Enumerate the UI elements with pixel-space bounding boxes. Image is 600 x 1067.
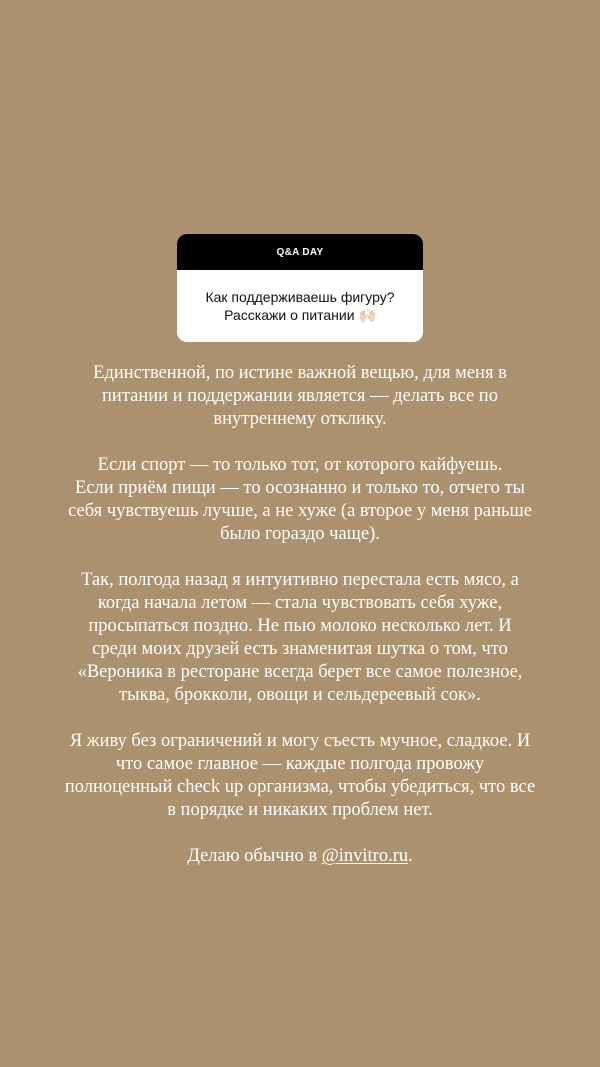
qa-sticker-header: Q&A DAY [177,234,423,270]
story-text [30,362,570,891]
text-line: Так, полгода назад я интуитивно перестала есть мясо, а [81,570,519,590]
text-line: полноценный check up организма, чтобы убедиться, что все [64,777,536,797]
qa-question-line: Как поддерживаешь фигуру? [205,289,395,305]
paragraph [30,730,570,822]
text-line: «Вероника в ресторане всегда берет все самое полезное, [77,662,523,682]
qa-question [177,270,423,342]
qa-question-text: Расскажи о питании [224,307,355,323]
qa-question-line [224,306,376,324]
qa-sticker[interactable] [177,234,423,342]
text-line: питании и поддержании является — делать все по [102,386,498,406]
text-line: было гораздо чаще). [220,524,380,544]
text-line: себя чувствуешь лучше, а не хуже (а второе у меня раньше [68,501,532,521]
paragraph [30,362,570,431]
text-line: Если приём пищи — то осознанно и только то, отчего ты [75,478,525,498]
paragraph [30,454,570,546]
text-line: что самое главное — каждые полгода провожу [115,754,485,774]
text-line: внутреннему отклику. [213,409,387,429]
paragraph [30,845,570,868]
mention-link[interactable]: @invitro.ru [321,846,409,866]
text-line: . [408,846,413,866]
text-line: Если спорт — то только тот, от которого кайфуешь. [97,455,503,475]
paragraph [30,569,570,707]
text-line: Делаю обычно в [187,846,322,866]
text-line: среди моих друзей есть знаменитая шутка о том, что [92,639,508,659]
text-line: просыпаться поздно. Не пью молоко несколько лет. И [88,616,512,636]
text-line: когда начала летом — стала чувствовать себя хуже, [97,593,503,613]
text-line: Я живу без ограничений и могу съесть мучное, сладкое. И [69,731,531,751]
text-line: в порядке и никаких проблем нет. [167,800,433,820]
raised-hands-icon: 🙌🏻 [358,307,376,323]
text-line: тыква, брокколи, овощи и сельдереевый сок». [119,685,481,705]
text-line: Единственной, по истине важной вещью, для меня в [93,363,507,383]
